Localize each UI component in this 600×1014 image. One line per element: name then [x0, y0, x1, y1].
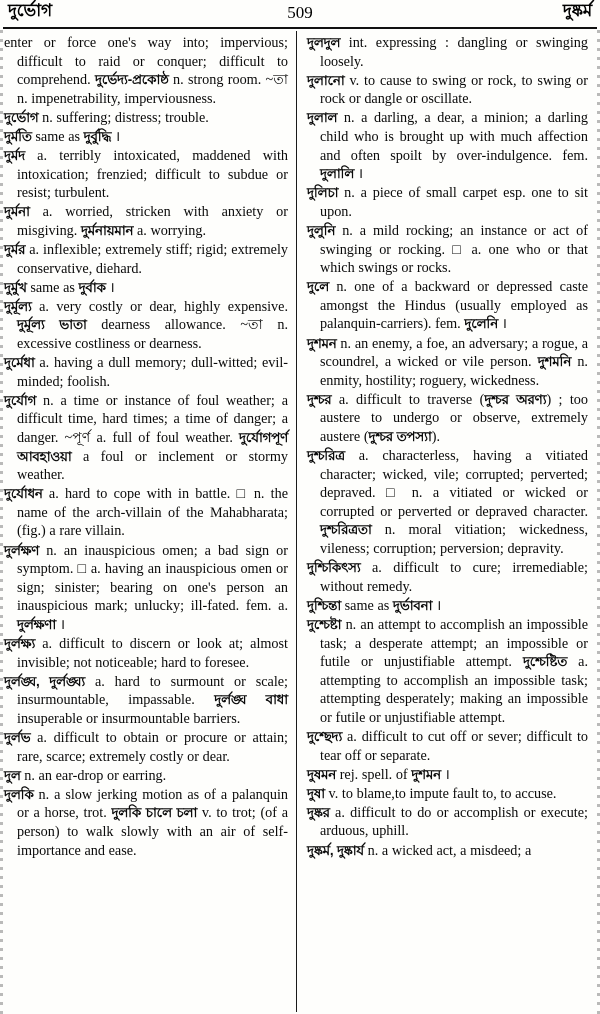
entry-headword: দুর্ভোগ	[4, 109, 39, 125]
entry-definition: ।	[111, 128, 121, 145]
dictionary-entry	[4, 241, 288, 278]
dictionary-entry	[307, 109, 588, 183]
entry-headword: দুর্মদ	[4, 148, 25, 164]
page-body	[0, 29, 600, 1014]
entry-definition: a. worried, stricken with anxiety or misgiving.	[17, 204, 288, 239]
dictionary-entry	[4, 147, 288, 203]
entry-definition: ।	[440, 766, 450, 783]
dictionary-entry	[4, 354, 288, 391]
entry-headword: দুলদুল	[307, 35, 341, 50]
entry-definition: n. a mild rocking; an instance or act of swinging or rocking. □ a. one who or that which swings or rocks.	[320, 222, 588, 277]
entry-headword: দুর্মনা	[4, 204, 30, 220]
entry-headword: দুর্লঙ্ঘ, দুর্লঙ্ঘ্য	[4, 673, 86, 689]
entry-definition: ।	[498, 316, 508, 333]
inline-bengali-phrase: দুর্ভেদ্য-প্রকোষ্ঠ	[94, 72, 169, 88]
entry-definition: n. one of a backward or depressed caste amongst the Hindus (usually employed as palanquin-carriers). fem.	[320, 279, 588, 333]
dictionary-entry	[4, 542, 288, 635]
entry-headword: দুশ্চর	[307, 391, 332, 407]
entry-definition: n. a darling, a dear, a minion; a darling child who is brought up with much affection and often spoilt by over-indulgence. fem.	[320, 110, 588, 164]
entry-definition: ।	[56, 616, 66, 633]
entry-headword: দুলাল	[307, 110, 338, 126]
entry-definition: n. a wicked act, a misdeed; a	[363, 842, 532, 859]
entry-definition: a. having a dull memory; dull-witted; evil-minded; foolish.	[17, 355, 288, 390]
entry-definition: n. a time or instance of foul weather; a difficult time, hard times; a time of danger; a danger. ~পূর্ণ a. full of foul weather.	[17, 392, 288, 446]
inline-bengali-phrase: দুর্মূল্য ভাতা	[17, 317, 87, 333]
entry-definition: n. suffering; distress; trouble.	[38, 109, 209, 126]
dictionary-entry	[4, 729, 288, 766]
entry-definition: a. difficult to do or accomplish or execute; arduous, uphill.	[320, 804, 588, 840]
entry-definition: v. to trot; (of a person) to walk slowly with an air of self-importance and ease.	[17, 805, 288, 859]
entry-definition: a. worrying.	[133, 222, 207, 239]
inline-bengali-phrase: দুশমন	[411, 766, 441, 782]
inline-bengali-phrase: দুর্লঙ্ঘ বাধা	[214, 692, 288, 708]
entry-headword: দুর্লক্ষ্য	[4, 636, 36, 651]
dictionary-entry	[4, 279, 288, 298]
entry-definition: int. expressing : dangling or swinging loosely.	[320, 35, 588, 70]
entry-definition: same as	[31, 128, 84, 145]
entry-headword: দুষা	[307, 785, 325, 801]
entry-definition: ।	[432, 597, 442, 614]
entry-definition: n. enmity, hostility; roguery, wickedness.	[320, 354, 588, 389]
dictionary-entry	[4, 298, 288, 354]
dictionary-entry	[4, 109, 288, 128]
dictionary-entry	[307, 447, 588, 559]
entry-definition: enter or force one's way into; impervious; difficult to raid or conquer; difficult to comprehend.	[4, 35, 288, 89]
entry-headword: দুলিচা	[307, 185, 339, 201]
entry-definition: ।	[354, 166, 364, 183]
entry-headword: দুর্লক্ষণ	[4, 542, 40, 558]
dictionary-entry	[4, 786, 288, 860]
inline-bengali-phrase: দুর্বুদ্ধি	[83, 128, 112, 144]
entry-definition: ।	[105, 279, 115, 296]
entry-continuation	[4, 34, 288, 108]
entry-definition: a. very costly or dear, highly expensive.	[31, 298, 288, 315]
inline-bengali-phrase: দুলকি চালে চলা	[111, 805, 198, 821]
entry-headword: দুলে	[307, 279, 329, 295]
entry-headword: দুষ্কর্ম, দুষ্কার্য	[307, 842, 364, 858]
inline-bengali-phrase: দুশমনি	[537, 354, 572, 370]
inline-bengali-phrase: দুলালি	[320, 166, 355, 182]
entry-definition: a. difficult to obtain or procure or attain; rare, scarce; extremely costly or dear.	[17, 729, 288, 765]
inline-bengali-phrase: দুর্লক্ষণা	[17, 616, 57, 632]
dictionary-entry	[4, 392, 288, 485]
inline-bengali-phrase: দুশ্চরিত্রতা	[320, 522, 372, 538]
entry-headword: দুলুনি	[307, 222, 336, 238]
entry-definition: n. a slow jerking motion as of a palanquin or a horse, trot.	[17, 786, 288, 822]
entry-definition: n. moral vitiation; wickedness, vileness; corruption; perversion; depravity.	[320, 522, 588, 558]
entry-headword: দুশ্চেষ্টা	[307, 616, 342, 632]
inline-bengali-phrase: দুর্যোগপূর্ণ আবহাওয়া	[17, 429, 288, 464]
entry-headword: দুষ্কর	[307, 804, 330, 820]
entry-headword: দুর্যোধন	[4, 486, 43, 502]
entry-headword: দুর্মর	[4, 242, 26, 258]
entry-headword: দুশ্চিন্তা	[307, 597, 341, 613]
entry-definition: same as	[26, 279, 79, 296]
dictionary-entry	[307, 766, 588, 785]
running-head-left: দুর্ভোগ	[8, 1, 52, 20]
entry-definition: ).	[431, 428, 441, 445]
inline-bengali-phrase: দুশ্চর তপস্যা	[368, 428, 432, 444]
entry-definition: ) ; too austere to undergo or observe, extremely austere (	[320, 391, 588, 445]
dictionary-entry	[307, 278, 588, 334]
entry-headword: দুর্যোগ	[4, 392, 37, 408]
dictionary-entry	[4, 128, 288, 147]
entry-definition: rej. spell. of	[336, 766, 412, 783]
entry-headword: দুলকি	[4, 786, 34, 802]
dictionary-entry	[307, 222, 588, 278]
entry-definition: a. difficult to cure; irremediable; without remedy.	[320, 560, 588, 595]
entry-definition: n. an ear-drop or earring.	[20, 767, 167, 784]
entry-definition: a. difficult to discern or look at; almost invisible; not noticeable; hard to foresee.	[17, 636, 288, 671]
page-header	[0, 0, 600, 27]
dictionary-entry	[307, 335, 588, 391]
inline-bengali-phrase: দুলেনি	[464, 316, 498, 332]
entry-definition: v. to cause to swing or rock, to swing or rock or dangle or oscillate.	[320, 72, 588, 108]
dictionary-entry	[307, 34, 588, 71]
entry-headword: দুশমন	[307, 335, 337, 351]
column-left	[4, 34, 296, 1014]
dictionary-entry	[4, 203, 288, 240]
entry-definition: a. characterless, having a vitiated character; wicked, vile; corrupted; perverted; depraved. □ n. a vitiated or wicked or corrupted or perverted or depraved character.	[320, 448, 588, 520]
entry-definition: a. hard to cope with in battle. □ n. the name of the arch-villain of the Mahabharata; (fig.) a rare villain.	[17, 486, 288, 540]
entry-definition: a. difficult to traverse (	[331, 391, 485, 408]
column-right	[296, 34, 588, 1014]
dictionary-entry	[307, 785, 588, 804]
inline-bengali-phrase: দুর্বাক	[78, 279, 106, 295]
entry-definition: n. an inauspicious omen; a bad sign or symptom. □ a. having an inauspicious omen or sign; sinister; bearing on one's person an inauspicious mark; unlucky; ill-fated. fem. a.	[17, 542, 288, 615]
entry-headword: দুলানো	[307, 72, 345, 88]
entry-definition: a. terribly intoxicated, maddened with intoxication; frenzied; difficult to subdue or resist; turbulent.	[17, 148, 288, 202]
dictionary-entry	[307, 559, 588, 596]
entry-headword: দুশ্ছেদ্য	[307, 728, 343, 744]
entry-definition: same as	[341, 597, 393, 614]
entry-definition: dearness allowance. ~তা n. excessive costliness or dearness.	[17, 317, 288, 352]
entry-headword: দুশ্চরিত্র	[307, 448, 345, 464]
dictionary-entry	[4, 635, 288, 672]
dictionary-entry	[307, 728, 588, 765]
dictionary-entry	[4, 673, 288, 729]
entry-definition: a. inflexible; extremely stiff; rigid; extremely conservative, diehard.	[17, 242, 288, 277]
entry-headword: দুষমন	[307, 766, 337, 782]
dictionary-entry	[4, 485, 288, 541]
entry-definition: n. an enemy, a foe, an adversary; a rogue, a scoundrel, a wicked or vile person.	[320, 335, 588, 371]
entry-definition: insuperable or insurmountable barriers.	[17, 710, 241, 727]
entry-definition: a. attempting to accomplish an impossible task; attempting desperately; making an impossible or futile or unjustifiable attempt.	[320, 654, 588, 726]
entry-definition: n. an attempt to accomplish an impossible task; a desperate attempt; an impossible or futile or unjustifiable attempt.	[320, 616, 588, 671]
entry-headword: দুশ্চিকিৎস্য	[307, 560, 361, 576]
column-divider	[296, 31, 297, 1012]
entry-definition: a. difficult to cut off or sever; difficult to tear off or separate.	[320, 728, 588, 764]
dictionary-entry	[307, 597, 588, 616]
inline-bengali-phrase: দুশ্চর অরণ্য	[484, 391, 547, 407]
inline-bengali-phrase: দুর্মনায়মান	[80, 222, 134, 238]
dictionary-entry	[307, 842, 588, 861]
dictionary-entry	[307, 616, 588, 728]
inline-bengali-phrase: দুশ্চেষ্টিত	[522, 654, 568, 670]
page-number: 509	[287, 3, 313, 22]
entry-headword: দুল	[4, 767, 21, 783]
dictionary-entry	[4, 767, 288, 786]
entry-definition: n. a piece of small carpet esp. one to sit upon.	[320, 185, 588, 220]
entry-definition: a. hard to surmount or scale; insurmountable, impassable.	[17, 673, 288, 709]
entry-headword: দুর্মেধা	[4, 355, 35, 371]
entry-headword: দুর্লভ	[4, 729, 31, 745]
dictionary-entry	[307, 391, 588, 447]
dictionary-entry	[307, 72, 588, 109]
entry-headword: দুর্মতি	[4, 128, 32, 144]
entry-definition: n. strong room. ~তা n. impenetrability, imperviousness.	[17, 72, 288, 107]
running-head-right: দুষ্কর্ম	[562, 1, 592, 20]
dictionary-entry	[307, 184, 588, 221]
inline-bengali-phrase: দুর্ভাবনা	[392, 597, 433, 613]
entry-definition: v. to blame,to impute fault to, to accuse.	[324, 785, 557, 802]
entry-headword: দুর্মূল্য	[4, 298, 32, 314]
entry-definition: a foul or inclement or stormy weather.	[17, 448, 288, 484]
dictionary-entry	[307, 804, 588, 841]
entry-headword: দুর্মুখ	[4, 279, 27, 295]
